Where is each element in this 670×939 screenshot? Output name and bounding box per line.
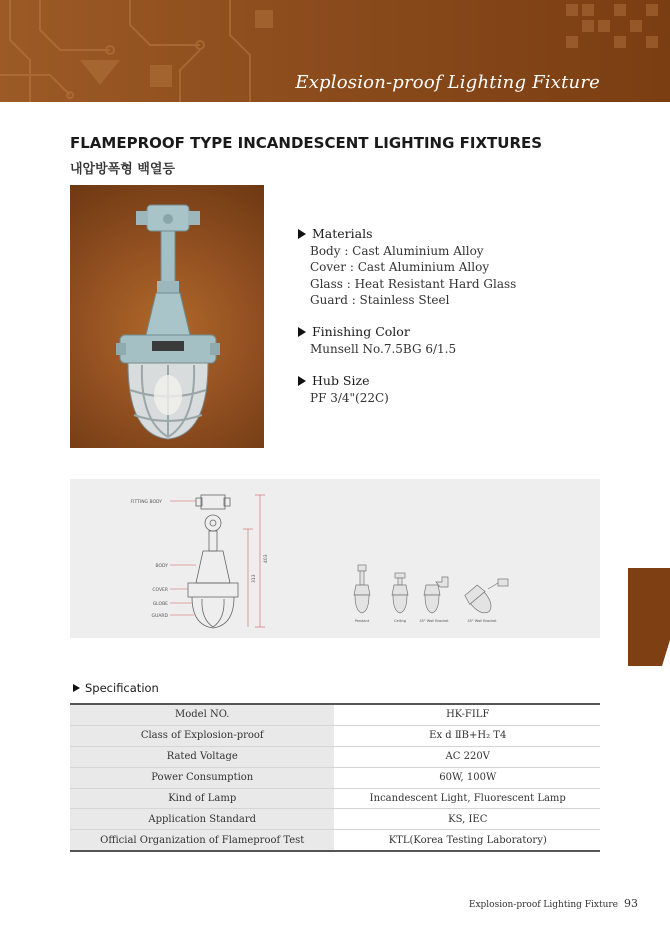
table-row [70,767,600,788]
bullet-triangle-icon [298,327,306,337]
spec-value: 60W, 100W [335,767,600,788]
table-row [70,746,600,767]
feature-line: PF 3/4"(22C) [310,390,389,405]
spec-key: Application Standard [70,809,335,830]
table-row [70,704,600,725]
dimension-label: 403 [264,554,269,563]
feature-heading: Finishing Color [312,324,410,339]
page-subtitle: 내압방폭형 백열등 [70,162,175,177]
dimension-label: 313 [252,574,257,583]
variant-label: 45° Wall Bracket [467,619,497,623]
spec-value: KTL(Korea Testing Laboratory) [335,830,600,851]
feature-line: Munsell No.7.5BG 6/1.5 [310,341,457,356]
header-banner [0,0,670,102]
feature-line: Glass : Heat Resistant Hard Glass [310,276,517,291]
spec-key: Power Consumption [70,767,335,788]
spec-value: Incandescent Light, Fluorescent Lamp [335,788,600,809]
spec-value: KS, IEC [335,809,600,830]
variant-label: Ceiling [394,619,406,623]
part-label: GLOBE [152,602,168,607]
lamp-illustration [70,185,264,448]
part-label: FITTING BODY [130,500,162,505]
chapter-side-tab [628,568,670,666]
page-footer [469,897,638,910]
page-number: 93 [624,897,638,910]
spec-key: Kind of Lamp [70,788,335,809]
spec-key: Rated Voltage [70,746,335,767]
feature-finishing-color [298,324,456,357]
section-title: Explosion-proof Lighting Fixture [295,72,600,93]
technical-drawing [70,479,600,638]
mosaic-decoration [560,0,670,60]
table-row [70,725,600,746]
specification-heading [73,681,159,695]
spec-value: AC 220V [335,746,600,767]
feature-heading: Materials [312,226,373,241]
table-row [70,788,600,809]
variant-label: Pendant [354,619,370,623]
feature-heading: Hub Size [312,373,370,388]
specification-heading-text: Specification [85,681,159,695]
part-label: GUARD [151,614,168,619]
part-label: COVER [152,588,168,593]
table-row [70,809,600,830]
product-photo [70,185,264,448]
part-label: BODY [155,564,168,569]
feature-line: Guard : Stainless Steel [310,293,450,307]
feature-hub-size [298,373,389,406]
footer-text: Explosion-proof Lighting Fixture [468,900,618,910]
feature-materials [298,226,516,309]
bullet-triangle-icon [73,684,80,692]
circuit-pattern-decoration [0,0,300,102]
spec-value: Ex d ⅡB+H₂ T4 [335,725,600,746]
feature-line: Cover : Cast Aluminium Alloy [310,260,490,274]
dimension-drawing [188,495,238,628]
feature-line: Body : Cast Aluminium Alloy [310,243,484,258]
page-title: FLAMEPROOF TYPE INCANDESCENT LIGHTING FIXTURES [70,134,543,152]
variant-icons [354,565,508,618]
table-row [70,830,600,851]
variant-label: 45° Wall Bracket [419,619,449,623]
spec-key: Model NO. [70,704,335,725]
specification-table [70,703,600,852]
spec-key: Official Organization of Flameproof Test [70,830,335,851]
bullet-triangle-icon [298,229,306,239]
spec-key: Class of Explosion-proof [70,725,335,746]
bullet-triangle-icon [298,376,306,386]
spec-value: HK-FILF [335,704,600,725]
